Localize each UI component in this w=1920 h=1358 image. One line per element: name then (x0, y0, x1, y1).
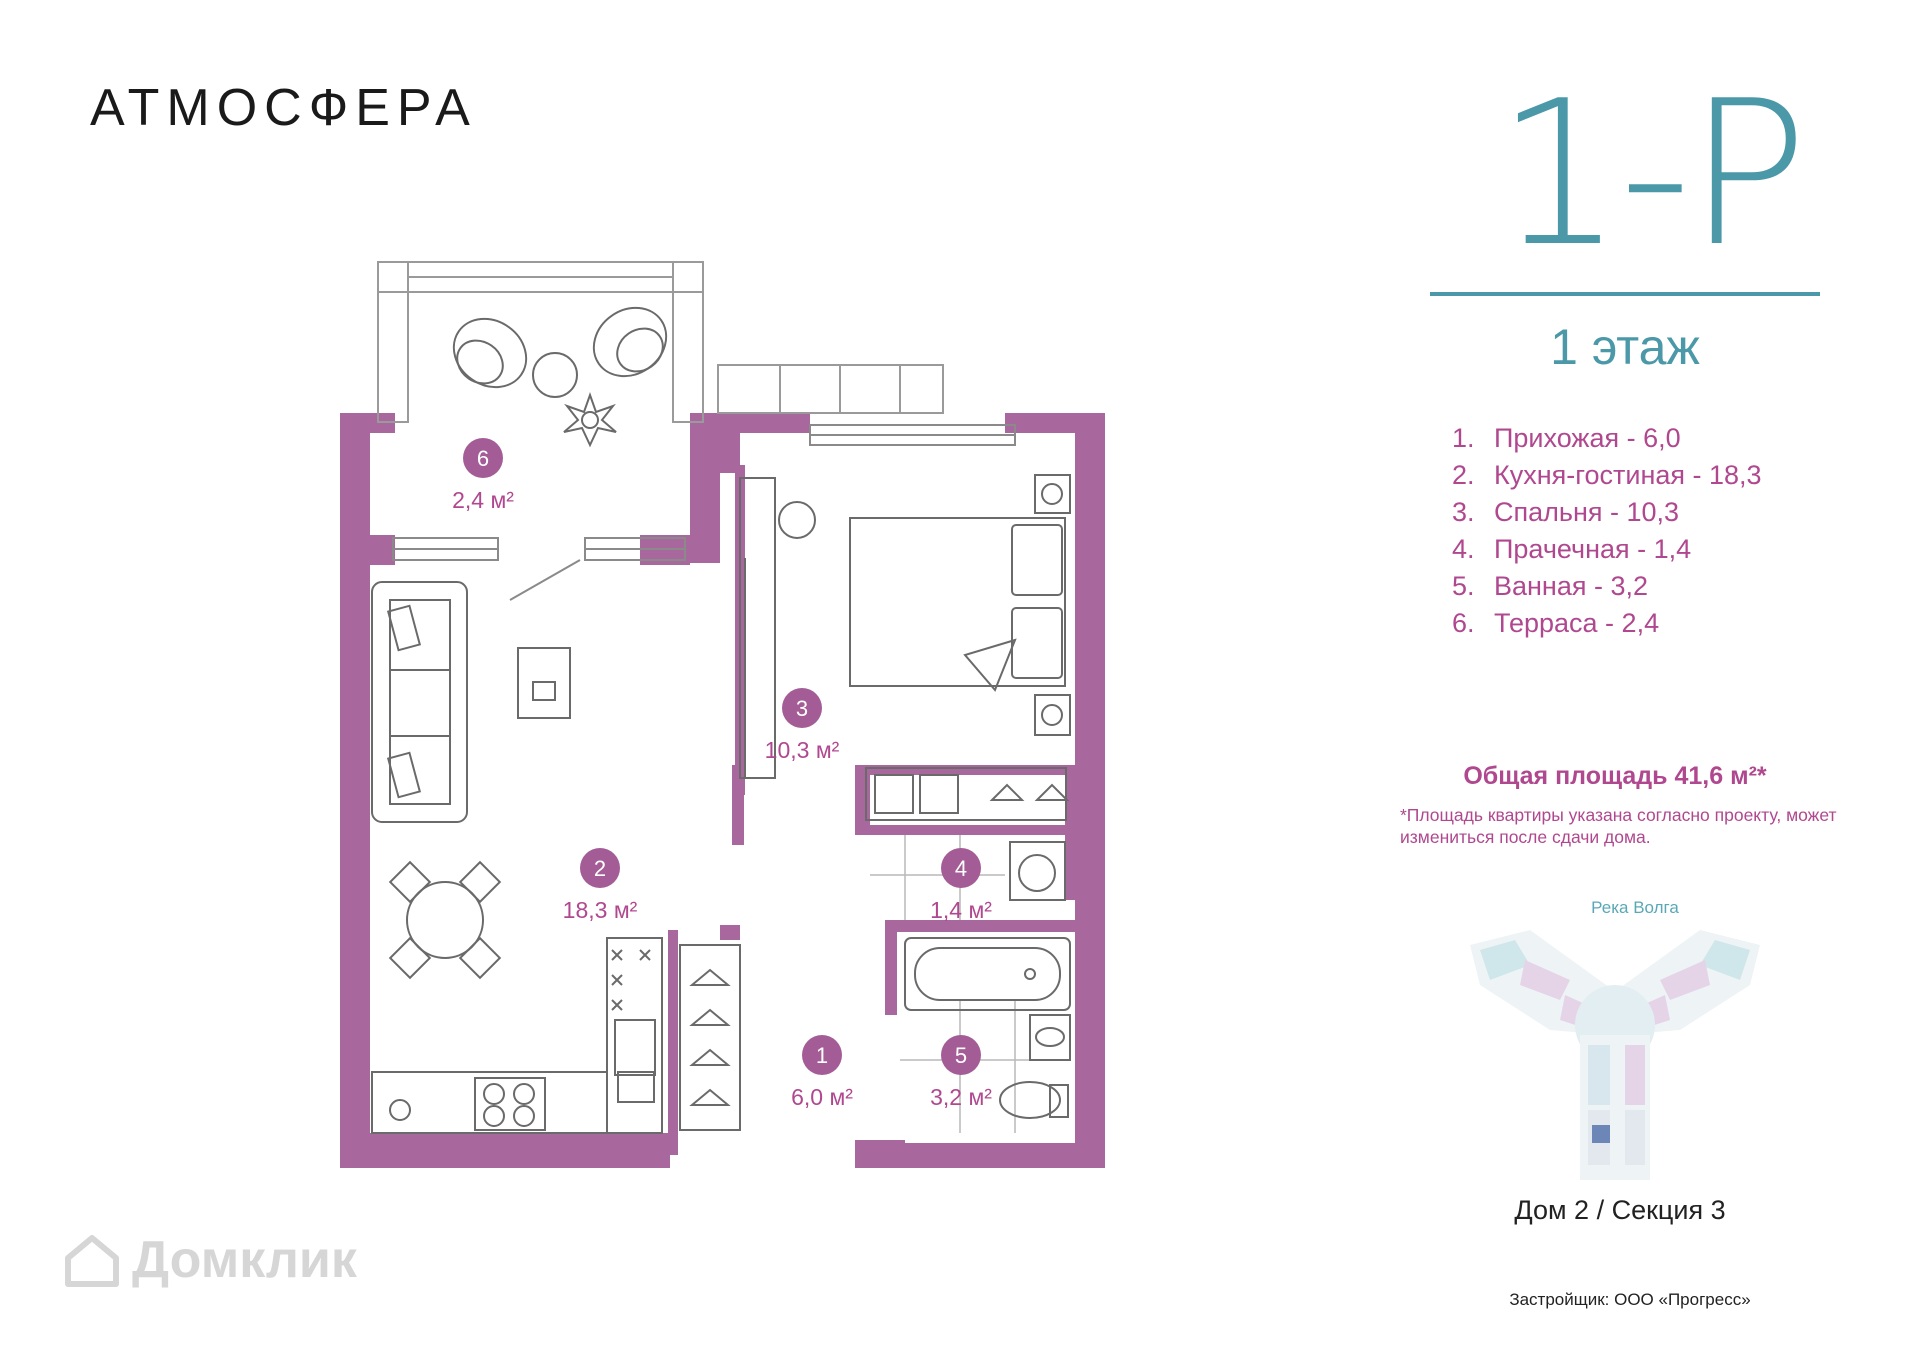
house-section-label: Дом 2 / Секция 3 (1514, 1195, 1726, 1225)
sink-icon (1030, 1015, 1070, 1060)
sink-icon (615, 1020, 655, 1102)
plant-icon (564, 395, 616, 445)
boiler-icon (390, 1100, 410, 1120)
svg-text:1,4 м²: 1,4 м² (930, 897, 992, 923)
bed-icon (850, 518, 1065, 690)
bathtub-icon (905, 938, 1070, 1010)
room-badge-5 (930, 1035, 992, 1110)
room-item: 3. Спальня - 10,3 (1452, 497, 1680, 527)
selected-section (1592, 1125, 1610, 1143)
floor-label: 1 этаж (1550, 319, 1700, 375)
hanger-icon (992, 785, 1067, 800)
room-item: 1. Прихожая - 6,0 (1452, 423, 1681, 453)
svg-text:3: 3 (795, 696, 809, 721)
svg-text:4: 4 (954, 856, 968, 881)
hob-icon (612, 950, 650, 1010)
site-plan (1460, 925, 1770, 1185)
total-area: Общая площадь 41,6 м²* (1463, 762, 1767, 790)
armchair-icon (581, 294, 680, 390)
hanger-icon (692, 970, 728, 1105)
room-badge-6 (452, 438, 514, 513)
brand-logo: АТМОСФЕРА (90, 79, 477, 137)
area-footnote: *Площадь квартиры указана согласно проекту, может измениться после сдачи дома. (1400, 805, 1837, 847)
svg-text:5: 5 (954, 1043, 968, 1068)
armchair-icon (441, 305, 540, 401)
washing-machine-icon (1010, 842, 1065, 900)
header-divider (1430, 292, 1820, 296)
terrace-furniture (441, 294, 680, 445)
sofa-icon (372, 582, 467, 822)
terrace-railing (378, 262, 943, 422)
room-item: 5. Ванная - 3,2 (1452, 571, 1649, 601)
svg-text:3,2 м²: 3,2 м² (930, 1084, 992, 1110)
bedroom-furniture (740, 475, 1070, 820)
floor-lamp (779, 502, 815, 538)
watermark-text: Домклик (132, 1231, 357, 1289)
hall-wardrobe (680, 945, 740, 1130)
nightstand (1035, 695, 1070, 735)
dining-table-icon (390, 862, 500, 978)
developer-label: Застройщик: ООО «Прогресс» (1509, 1290, 1751, 1309)
river-label: Река Волга (1591, 898, 1679, 917)
svg-text:18,3 м²: 18,3 м² (562, 897, 638, 923)
room-badge-2 (563, 848, 638, 923)
living-furniture (372, 582, 662, 1133)
apartment-code: 1-Р (1495, 58, 1805, 291)
svg-text:6,0 м²: 6,0 м² (791, 1084, 853, 1110)
svg-text:10,3 м²: 10,3 м² (764, 737, 840, 763)
svg-text:2,4 м²: 2,4 м² (452, 487, 514, 513)
svg-text:2: 2 (593, 856, 607, 881)
room-item: 2. Кухня-гостиная - 18,3 (1452, 460, 1762, 490)
toilet-icon (1000, 1082, 1068, 1118)
stove-icon (475, 1078, 545, 1130)
room-badge-1 (791, 1035, 853, 1110)
side-table (533, 353, 577, 397)
room-item: 6. Терраса - 2,4 (1452, 608, 1660, 638)
room-item: 4. Прачечная - 1,4 (1452, 534, 1692, 564)
room-list (1452, 420, 1762, 642)
svg-text:1: 1 (815, 1043, 829, 1068)
room-badge-4 (930, 848, 992, 923)
building-outline (1470, 930, 1760, 1180)
svg-text:6: 6 (476, 446, 490, 471)
nightstand (1035, 475, 1070, 513)
walls (340, 413, 1105, 1168)
bath-tiles (900, 1000, 1070, 1133)
